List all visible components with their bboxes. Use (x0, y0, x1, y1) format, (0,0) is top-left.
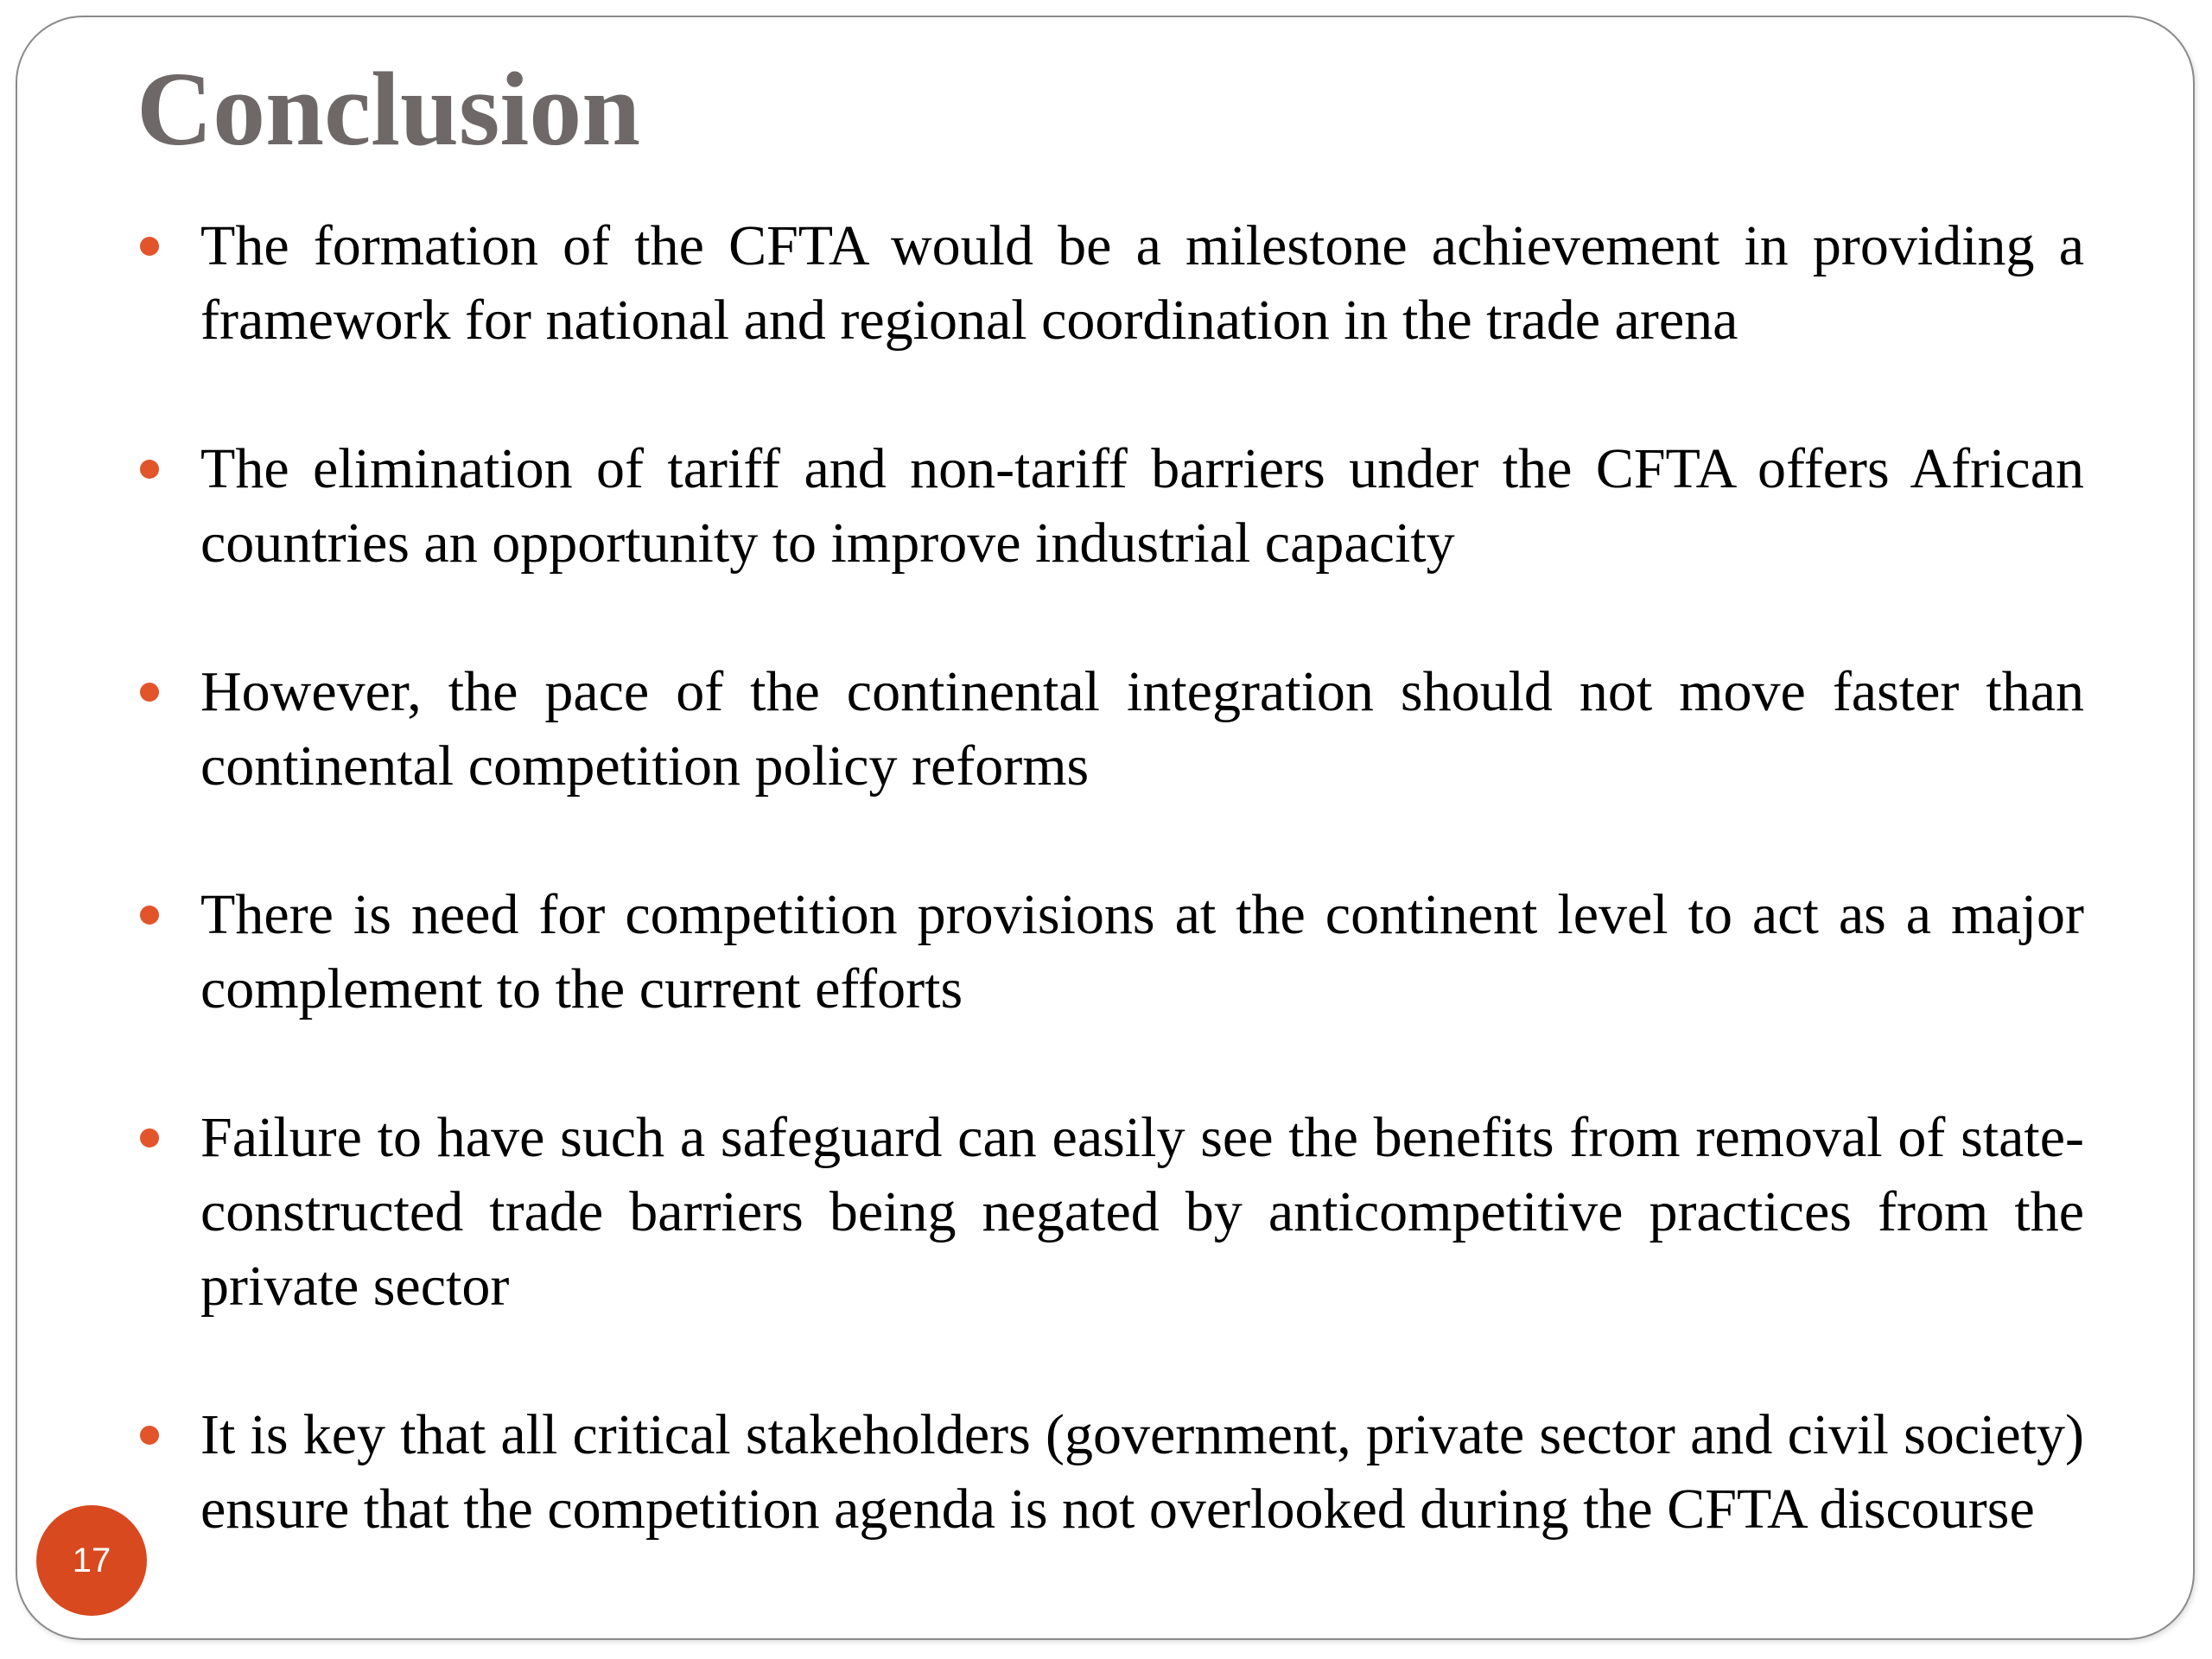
bullet-text: It is key that all critical stakeholders (government, private sector and civil society) ensure that the competition agenda is not overlooked during the CFTA discourse (200, 1403, 2084, 1541)
bullet-text: Failure to have such a safeguard can easily see the benefits from removal of state-constructed trade barriers being negated by anticompetitive practices from the private sector (200, 1106, 2084, 1318)
bullet-list (200, 209, 2084, 1621)
bullet-item (200, 1398, 2084, 1547)
bullet-dot-icon (140, 1426, 159, 1445)
bullet-text: The elimination of tariff and non-tariff barriers under the CFTA offers African countries an opportunity to improve industrial capacity (200, 437, 2084, 575)
slide-title: Conclusion (137, 51, 641, 168)
bullet-item (200, 209, 2084, 358)
bullet-dot-icon (140, 1128, 159, 1147)
bullet-dot-icon (140, 237, 159, 256)
bullet-dot-icon (140, 906, 159, 925)
bullet-item (200, 655, 2084, 804)
bullet-dot-icon (140, 460, 159, 479)
bullet-item (200, 878, 2084, 1027)
bullet-dot-icon (140, 683, 159, 702)
bullet-text: There is need for competition provisions at the continent level to act as a major complement to the current efforts (200, 883, 2084, 1020)
page-number-badge: 17 (36, 1505, 147, 1616)
bullet-item (200, 432, 2084, 581)
bullet-item (200, 1101, 2084, 1324)
bullet-text: The formation of the CFTA would be a milestone achievement in providing a framework for national and regional coordination in the trade arena (200, 214, 2084, 352)
bullet-text: However, the pace of the continental integration should not move faster than continental competition policy reforms (200, 660, 2084, 798)
slide (16, 16, 2195, 1640)
